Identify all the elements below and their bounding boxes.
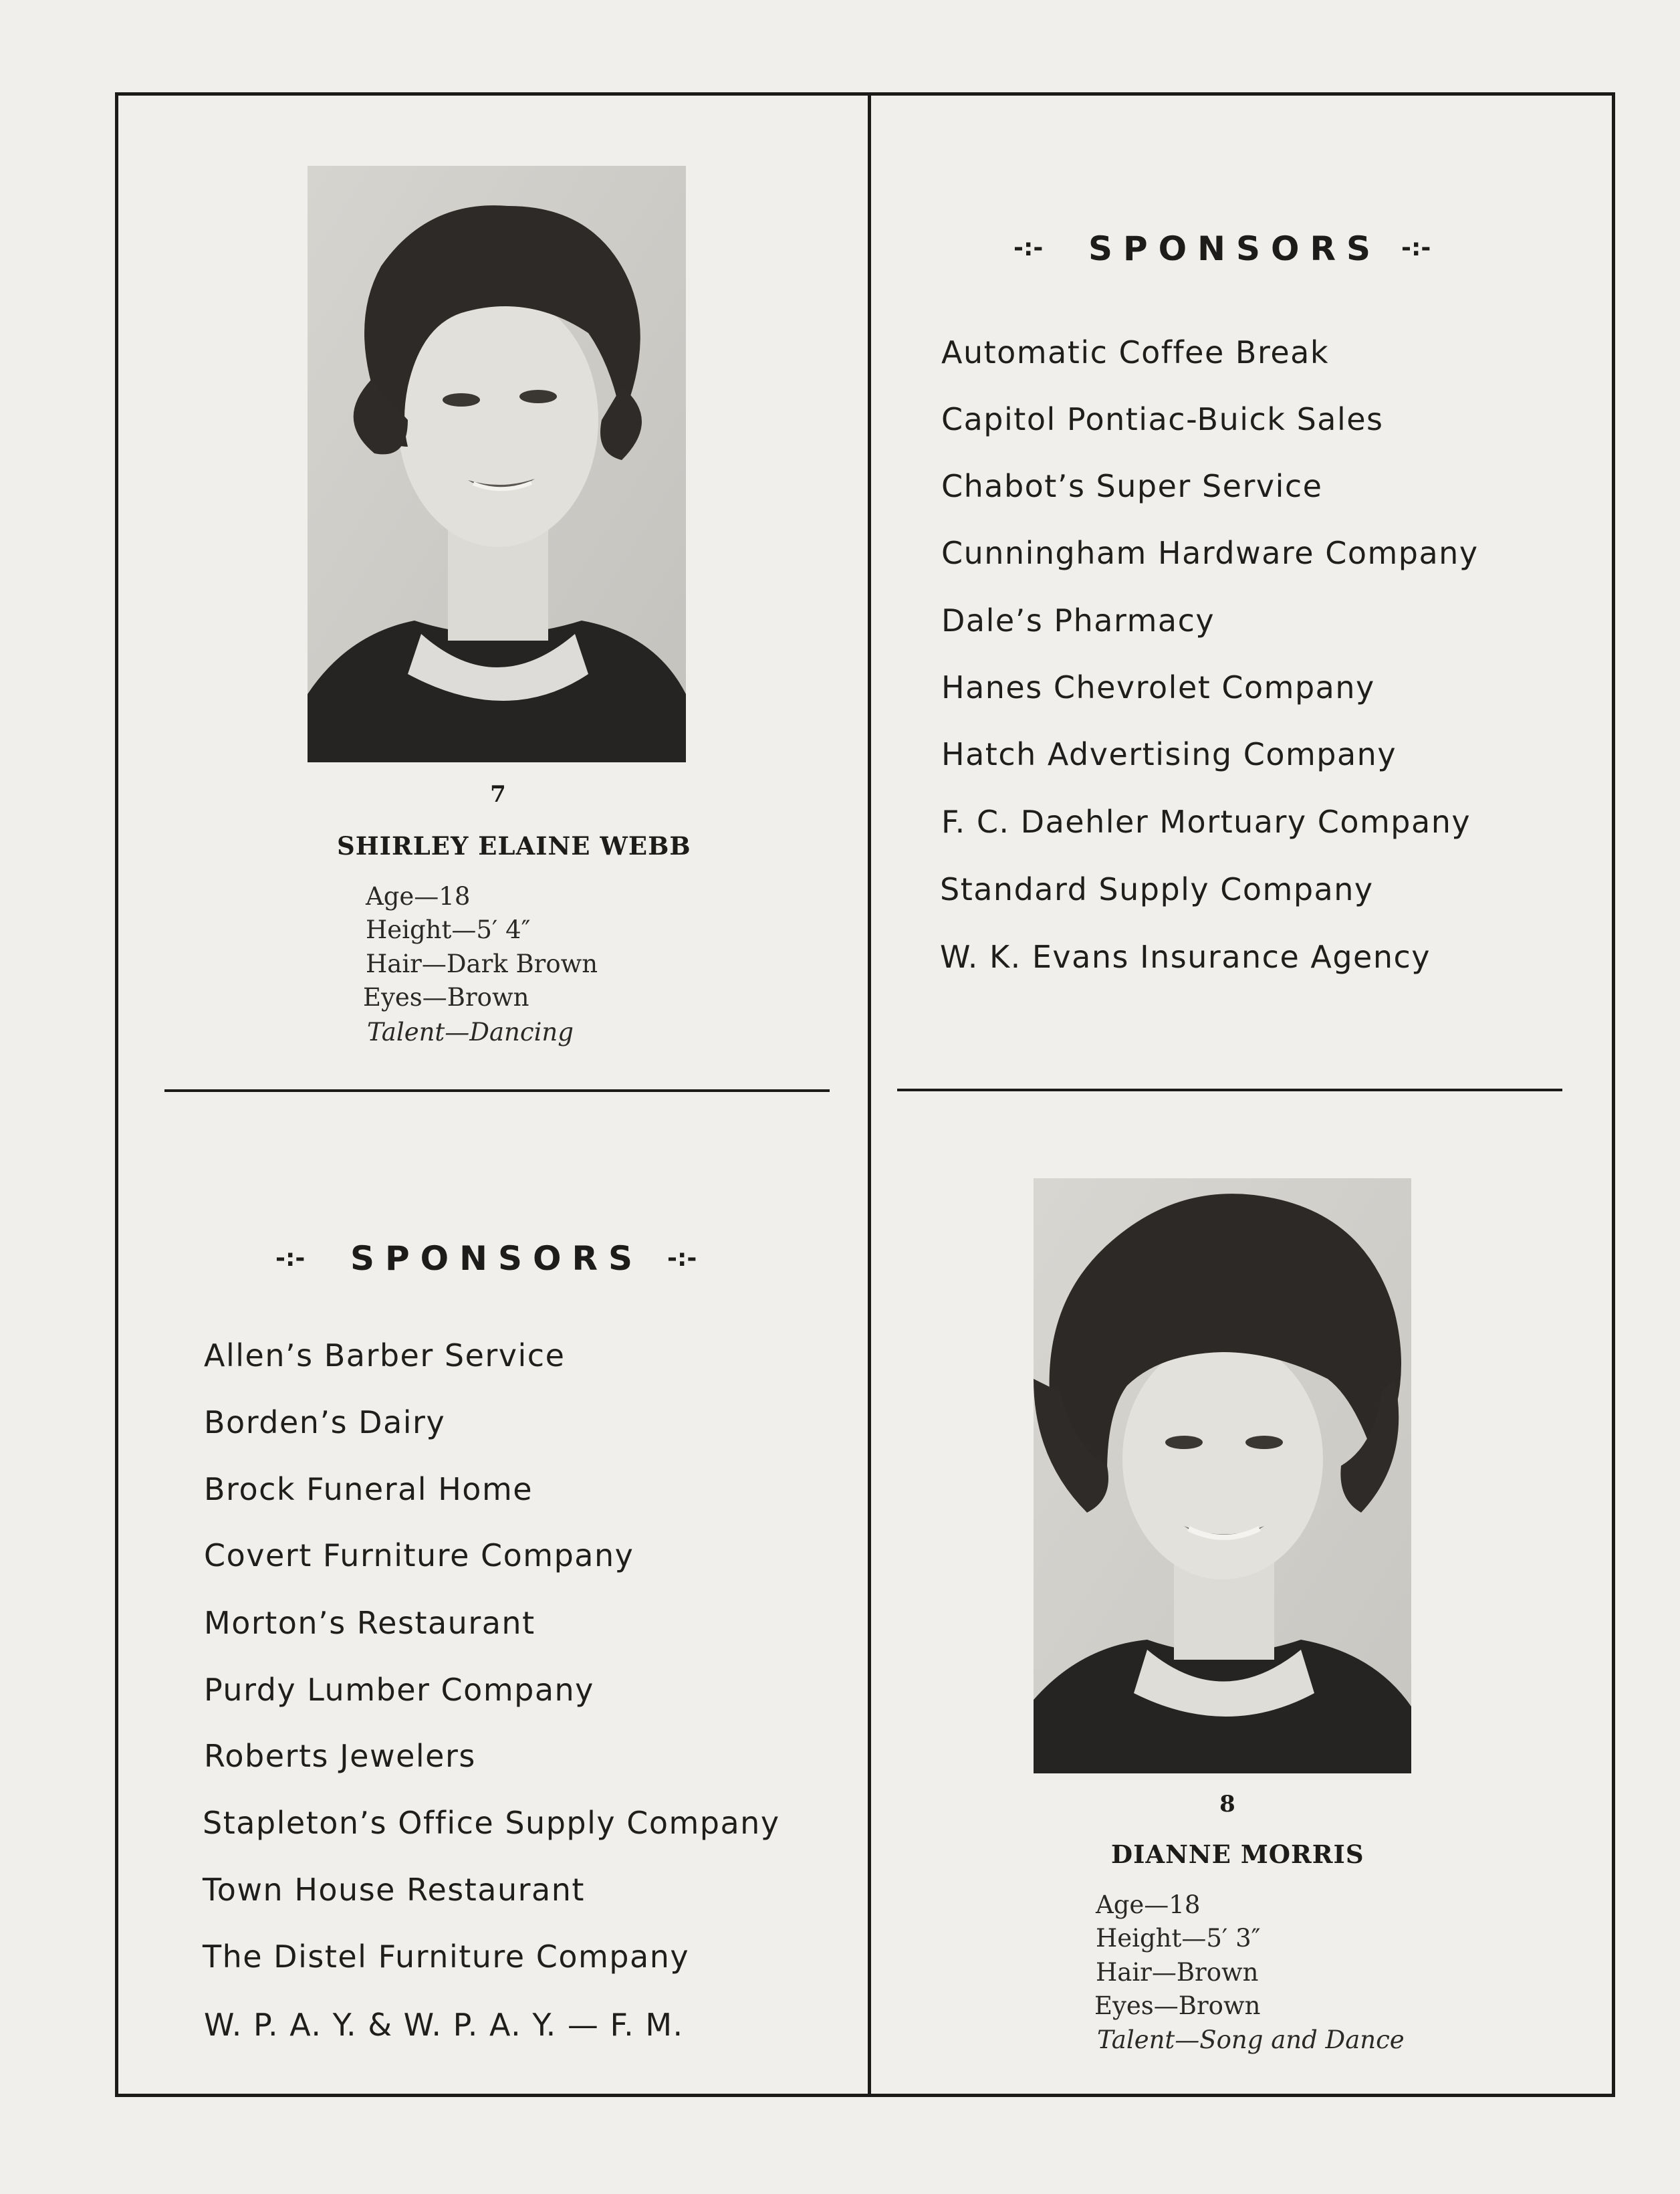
sponsors-left-deco-right: -:- (667, 1244, 697, 1272)
sponsor-left-item: Purdy Lumber Company (204, 1672, 594, 1708)
contestant-7-height: Height—5′ 4″ (366, 915, 531, 944)
sponsor-left-item: Allen’s Barber Service (204, 1337, 566, 1374)
sponsor-right-item: F. C. Daehler Mortuary Company (941, 804, 1471, 840)
sponsor-right-item: Cunningham Hardware Company (941, 535, 1479, 571)
sponsor-right-item: Dale’s Pharmacy (941, 602, 1215, 639)
sponsors-left-heading: SPONSORS (350, 1239, 644, 1278)
sponsor-left-item: W. P. A. Y. & W. P. A. Y. — F. M. (204, 2007, 684, 2043)
contestant-7-age: Age—18 (366, 882, 471, 911)
left-horizontal-rule (164, 1089, 830, 1092)
contestant-7-eyes: Eyes—Brown (363, 983, 529, 1012)
contestant-8-talent: Talent—Song and Dance (1097, 2025, 1405, 2054)
sponsor-left-item: Brock Funeral Home (204, 1471, 533, 1507)
sponsors-left-deco-left: -:- (275, 1244, 306, 1272)
sponsor-right-item: W. K. Evans Insurance Agency (940, 939, 1431, 975)
sponsors-right-deco-left: -:- (1013, 234, 1044, 261)
right-horizontal-rule (897, 1089, 1562, 1091)
sponsor-right-item: Chabot’s Super Service (941, 468, 1323, 504)
contestant-7-hair: Hair—Dark Brown (366, 950, 598, 978)
contestant-8-photo (1034, 1178, 1411, 1773)
sponsor-right-item: Hatch Advertising Company (941, 736, 1397, 772)
contestant-8-eyes: Eyes—Brown (1094, 1991, 1261, 2020)
sponsor-right-item: Capitol Pontiac-Buick Sales (941, 401, 1384, 437)
sponsor-right-item: Standard Supply Company (940, 871, 1374, 907)
sponsor-left-item: Covert Furniture Company (204, 1537, 634, 1573)
sponsor-left-item: Borden’s Dairy (204, 1404, 446, 1440)
sponsors-right-heading: SPONSORS (1088, 229, 1382, 268)
contestant-8-age: Age—18 (1096, 1890, 1201, 1919)
contestant-8-height: Height—5′ 3″ (1096, 1924, 1261, 1953)
sponsor-left-item: Roberts Jewelers (204, 1738, 476, 1774)
contestant-8-name: DIANNE MORRIS (1111, 1840, 1364, 1869)
sponsor-left-item: Stapleton’s Office Supply Company (203, 1805, 780, 1841)
sponsor-left-item: Town House Restaurant (203, 1872, 585, 1908)
contestant-7-talent: Talent—Dancing (367, 1018, 574, 1047)
sponsors-right-deco-right: -:- (1401, 234, 1431, 261)
sponsor-right-item: Hanes Chevrolet Company (941, 669, 1375, 705)
sponsor-left-item: Morton’s Restaurant (204, 1605, 535, 1641)
sponsor-right-item: Automatic Coffee Break (941, 334, 1329, 370)
contestant-7-name: SHIRLEY ELAINE WEBB (337, 831, 691, 861)
contestant-8-hair: Hair—Brown (1096, 1958, 1259, 1987)
sponsor-left-item: The Distel Furniture Company (203, 1939, 690, 1975)
center-divider (868, 94, 871, 2096)
contestant-7-photo (308, 166, 686, 762)
contestant-7-number: 7 (490, 781, 506, 808)
contestant-8-number: 8 (1219, 1791, 1235, 1818)
